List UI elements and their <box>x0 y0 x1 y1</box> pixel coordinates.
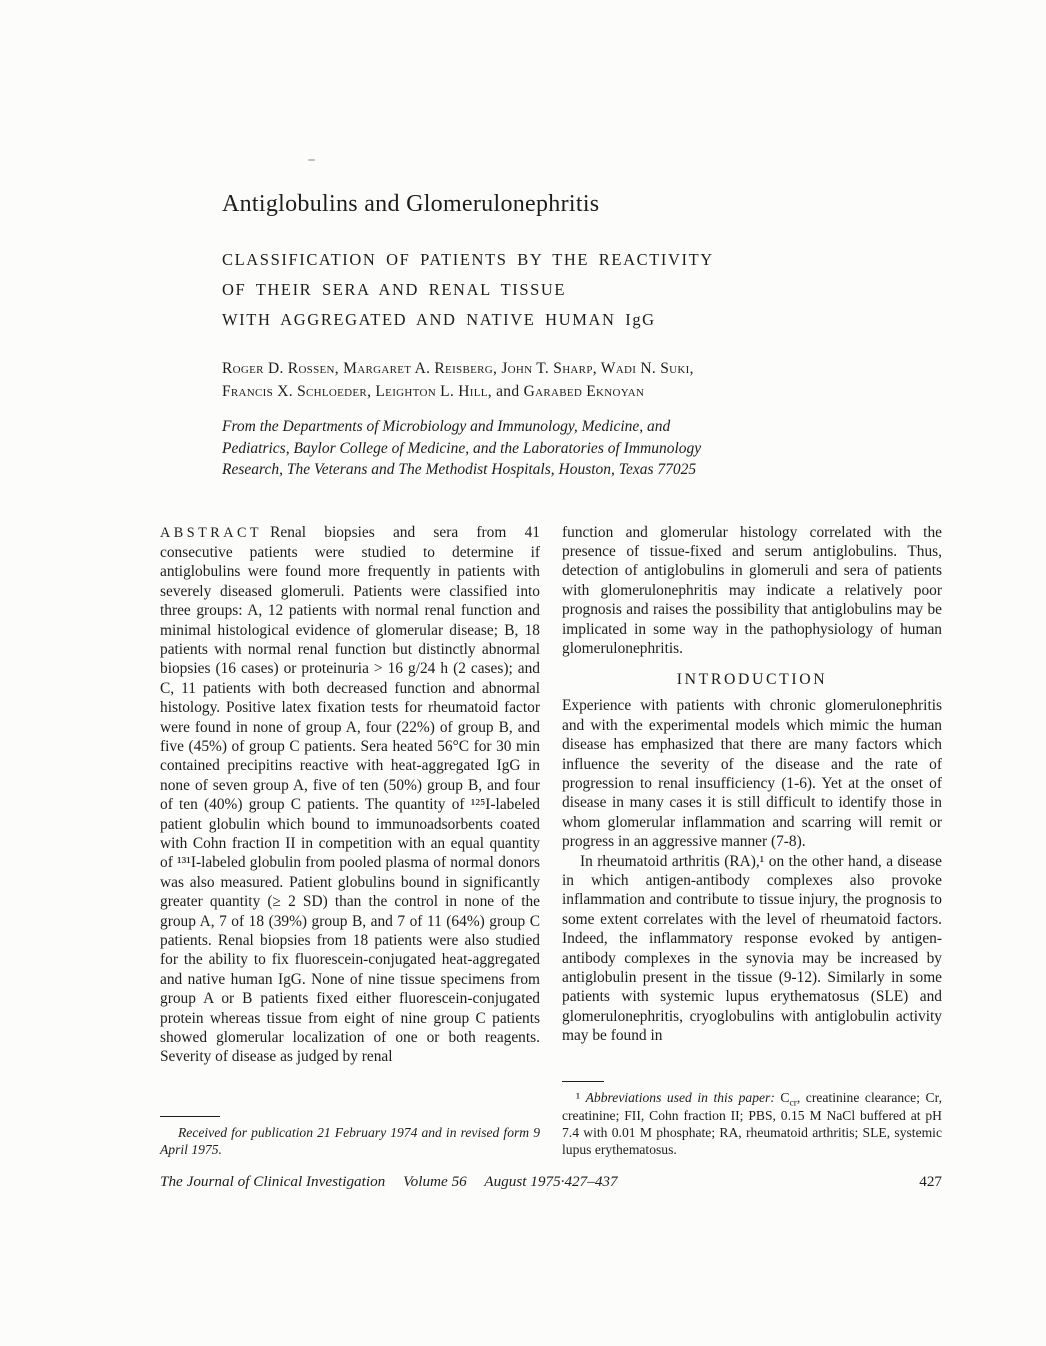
authors-line-2-and: and <box>496 383 520 400</box>
authors-line-2 <box>222 380 942 403</box>
abstract-label: ABSTRACT <box>160 524 263 541</box>
subtitle-line-1: CLASSIFICATION OF PATIENTS BY THE REACTIVITY <box>222 250 714 269</box>
footnote-ccr-subscript: cr <box>789 1099 797 1110</box>
left-column <box>160 523 540 1159</box>
authors-line-1: Roger D. Rossen, Margaret A. Reisberg, John T. Sharp, Wadi N. Suki, <box>222 360 694 377</box>
page-content <box>160 0 942 1191</box>
article-title: Antiglobulins and Glomerulonephritis <box>222 191 600 217</box>
journal-name: The Journal of Clinical Investigation <box>160 1172 386 1190</box>
subtitle-line-2: OF THEIR SERA AND RENAL TISSUE <box>222 280 567 299</box>
introduction-heading: INTRODUCTION <box>676 671 828 689</box>
introduction-paragraph-2: In rheumatoid arthritis (RA),¹ on the other hand, a disease in which antigen-antibody complexes also provoke inflammation and contribute to tissue injury, the prognosis to some extent correlates with the level of rheumatoid factors. Indeed, the inflammatory response evoked by antigen-antibody complexes in the synovia may be increased by antiglobulin present in the tissue (9-12). Similarly in some patients with systemic lupus erythematosus (SLE) and glomerulonephritis, cryoglobulins with antiglobulin activity may be found in <box>562 852 942 1045</box>
footnote-marker: ¹ <box>576 1090 586 1106</box>
authors-line-2-last: Garabed Eknoyan <box>523 383 645 400</box>
authors-line-2-names: Francis X. Schloeder, Leighton L. Hill, <box>222 383 492 400</box>
right-column <box>562 523 942 1159</box>
journal-volume: Volume 56 <box>403 1172 467 1190</box>
abstract-paragraph <box>160 523 540 1067</box>
introduction-paragraph-1: Experience with patients with chronic glomerulonephritis and with the experimental models which mimic the human disease has emphasized that there are many factors which influence the severity of the disease and the rate of progression to renal insufficiency (1-6). Yet at the onset of disease in many cases it is still difficult to identify those in whom glomerular inflammation and scarring will remit or progress in an aggressive manner (7-8). <box>562 697 942 851</box>
abstract-text-left: Renal biopsies and sera from 41 consecutive patients were studied to determine if antiglobulins were found more frequently in patients with severely diseased glomeruli. Patients were classified into three groups: A, 12 patients with normal renal function and minimal histological evidence of glomerular disease; B, 18 patients with normal renal function but distinctly abnormal biopsies (16 cases) or proteinuria > 16 g/24 h (2 cases); and C, 11 patients with both decreased function and abnormal histology. Positive latex fixation tests for rheumatoid factor were found in none of group A, four (22%) of group B, and five (45%) of group C patients. Sera heated 56°C for 30 min contained precipitins reactive with heat-aggregated IgG in none of seven group A, five of ten (50%) group B, and four of ten (40%) group C patients. The quantity of ¹²⁵I-labeled patient globulin which bound to immunoadsorbents coated with Cohn fraction II in competition with an equal quantity of ¹³¹I-labeled globulin from pooled plasma of normal donors was also measured. Patient globulins bound in significantly greater quantity (≥ 2 SD) than the control in none of the group A, 7 of 18 (39%) group B, and 7 of 11 (64%) group C patients. Renal biopsies from 18 patients were also studied for the ability to fix fluorescein-conjugated heat-aggregated and native human IgG. None of nine tissue specimens from group A or B patients fixed either fluorescein-conjugated protein whereas tissue from eight of nine group C patients showed glomerular localization of one or both reagents. Severity of disease as judged by renal <box>160 523 540 1066</box>
abbreviations-footnote <box>562 1089 942 1158</box>
page-footer <box>160 1173 942 1191</box>
journal-issue-pages: August 1975·427–437 <box>484 1172 618 1190</box>
received-note: Received for publication 21 February 1974 and in revised form 9 April 1975. <box>160 1124 540 1157</box>
article-body <box>160 523 942 1159</box>
footnote-lead: Abbreviations used in this paper: <box>585 1090 781 1106</box>
subtitle-line-3: WITH AGGREGATED AND NATIVE HUMAN IgG <box>222 310 656 329</box>
footnote-rest: , creatinine clearance; Cr, creatinine; FII, Cohn fraction II; PBS, 0.15 M NaCl buffered at pH 7.4 with 0.01 M phosphate; RA, rheumatoid arthritis; SLE, systemic lupus erythematosus. <box>562 1090 942 1158</box>
article-subtitle <box>222 245 942 335</box>
footnote-rule-left <box>160 1116 220 1117</box>
journal-citation <box>160 1173 632 1191</box>
footnote-ccr-symbol: C <box>780 1090 790 1106</box>
affiliation: From the Departments of Microbiology and Immunology, Medicine, and Pediatrics, Baylor College of Medicine, and the Laboratories of Immunology Research, The Veterans and The Methodist Hospitals, Houston, Texas 77025 <box>222 418 702 478</box>
abstract-continuation-paragraph: function and glomerular histology correlated with the presence of tissue-fixed and serum antiglobulins. Thus, detection of antiglobulins in glomeruli and sera of patients with glomerulonephritis may indicate a relatively poor prognosis and raises the possibility that antiglobulins may be implicated in some way in the pathophysiology of human glomerulonephritis. <box>562 523 942 657</box>
abbreviations-footnote-block <box>562 1081 942 1158</box>
front-matter <box>160 0 942 481</box>
received-note-block <box>160 1116 540 1159</box>
page-number: 427 <box>919 1172 942 1190</box>
author-list <box>222 357 942 403</box>
footnote-rule-right <box>562 1081 604 1082</box>
